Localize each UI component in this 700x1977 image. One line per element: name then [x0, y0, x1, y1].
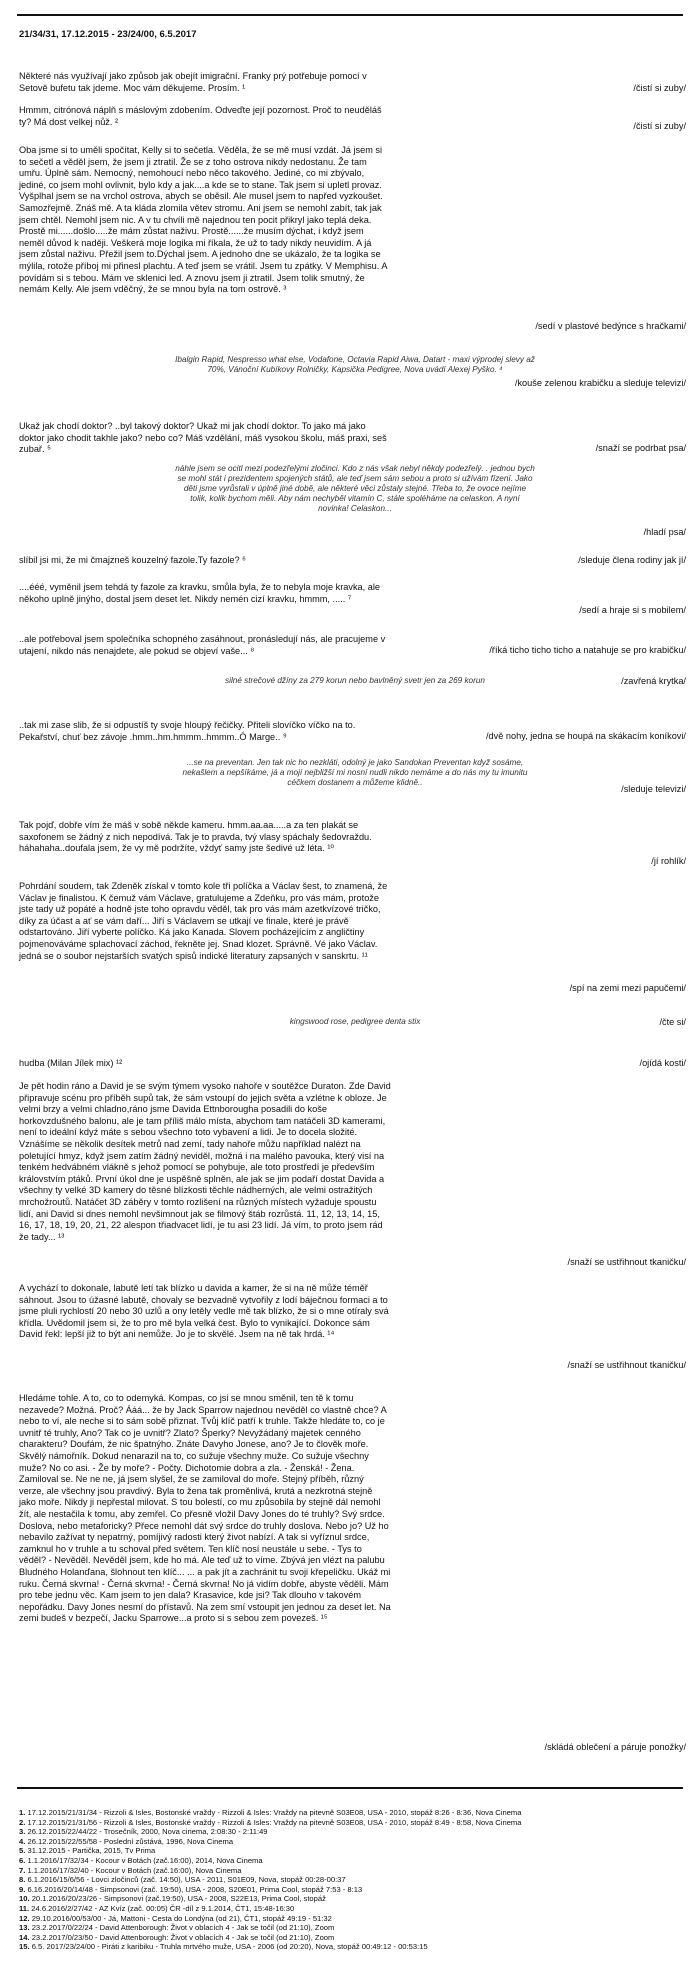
- action-note: /sedí v plastové bedýnce s hračkami/: [535, 321, 686, 331]
- transcript-block: Hmmm, citrónová náplň s máslovým zdobením. Odveďte její pozornost. Proč to neuděláš ty? Má dost velkej nůž. ²: [19, 105, 382, 127]
- ad-text: kingswood rose, pedigree denta stix: [289, 1017, 421, 1026]
- footnote-item: 2. 17.12.2015/21/31/56 - Rizzoli & Isles, Bostonské vraždy - Rizzoli & Isles: Vraždy na pitevně S03E08, USA - 2010, stopáž 8:49 - 8:58, Nova Cinema: [19, 1817, 522, 1827]
- transcript-block: Je pět hodin ráno a David je se svým týmem vysoko nahoře v soutěžce Duraton. Zde David připravuje scénu pro příběh supů tak, že sám vstoupí do jejich světa a vzlétne k obloze. Je velmi brzy a velmi chladno,ráno jsme Davida Ettnborougha posadili do koše horkovzdušného balonu, ale je tam příliš málo místa, abychom tam natáčeli 3D kamerami, není to ideální kdyź máte s sebou všechno toto vybavení a lidi. Je to docela složité. Vznášíme se několik desítek metrů nad zemí, tady nahoře můžu například nalézt na poletující hmyz, když jsem zatím žádný neviděl, možná i na malého pavouka, který visí na tenkém hedvábném vlákně s jehož pomocí se pohybuje, ale toto prostředí je především královstvím ptáků. První úkol dne je uspěšně splněn, ale jak se jim podaří dostat Davida a všechny ty velké 3D kamery do těsné blízkosti těchle nádherných, ale velmi ostražitých mrchožroutů. Natáčet 3D záběry v tomto rozlišení na různých místech vyžaduje spoustu lidí, ani David si dnes nemohl nevšimnout jak se filmový štáb rozrůstá. 11, 12, 13, 14, 15, 16, 17, 18, 19, 20, 21, 22 alespon třiadvacet lidí, je tu asi 23 lidí. Já vím, to proto jsem rád že tady... ¹³: [19, 1081, 391, 1242]
- action-note: /sedí a hraje si s mobilem/: [579, 605, 686, 615]
- action-note: /dvě nohy, jedna se houpá na skákacím koníkovi/: [485, 731, 686, 741]
- bottom-rule: [17, 1787, 683, 1789]
- action-note: /čistí si zuby/: [633, 121, 686, 131]
- transcript-block: Hledáme tohle. A to, co to odemyká. Kompas, co jsi se mnou směnil, ten tě k tomu nezavede? Možná. Proč? Ááá... že by Jack Sparrow najednou nevěděl co vlastně chce? A nebo to ví, ale neche si to sám sobě přiznat. Tvůj klíč patří k truhle. Takže hledáte to, co je uvnitř té truhly, Ano? Tak co je uvnitř? Zlato? Šperky? Nevyžádaný majetek cenného charakteru? Doufám, že nic špatnýho. Znáte Davyho Jonese, ano? Je to člověk moře. Skvělý námořník. Dokud nenarazil na to, co sužuje všechny muže. Co sužuje všechny muže? No co asi. - Že by moře? - Počty. Dichotomie dobra a zla. - Ženská! - Žena. Zamiloval se. Ne ne ne, já jsem slyšel, že se zamiloval do moře. Stejný příběh, různý verze, ale všechny jsou pravdivý. Byla to žena tak proměnlivá, krutá a nezkrotná stejně jako moře. Nikdy ji nepřestal milovat. S tou bolestí, co mu způsobila by stejně dál nemohl žít, ale nestačila k tomu, aby zemřel. Co přesně vložil Davy Jones do té truhly? Svý srdce. Doslova, nebo metaforicky? Přece nemohl dát svý srdce do truhly doslova. Nebo jo? Už ho nebavilo zažívat ty nepatrný, pomíjivý radosti který život nabízí. A tak si vyříznul srdce, zamknul ho v truhle a tu schoval před světem. Ten klíč nosí neustále u sebe. - Tys to věděl? - Nevěděl. Nevěděl jsem, kde ho má. Ale teď už to víme. Zbývá jen vlézt na palubu Bludného Holanďana, šlohnout ten klíč... ... a pak jít a zachránit tu svoji křepeličku. Ukáž mi ruku. Černá skvrna! - Černá skvrna! - Černá skvrna! No já vidím dobře, abyste věděli. Mám pro tebe jednu věc. Kam jsem to jen dala? Krasavice, kde jsi? Tak dlouho v takovém nepořádku. Davy Jones nesmí do přístavů. Na zem smí vstoupit jen jednou za deset let. Na zemi budeš v bezpečí, Jacku Sparrowe...a proto si s sebou zem povezeš. ¹⁵: [19, 1393, 391, 1624]
- action-note: /čistí si zuby/: [633, 83, 686, 93]
- transcript-block: ..ale potřeboval jsem společníka schopného zasáhnout, pronásledují nás, ale pracujeme v utajení, nikdo nás nenajdete, ale pokud se objeví vaše... ⁸: [19, 634, 386, 656]
- footnote-item: 12. 29.10.2016/00/53/00 - Já, Mattoni - Cesta do Londýna (od 21), ČT1, stopáž 49:19 - 51:32: [19, 1913, 332, 1923]
- footnote-item: 13. 23.2.2017/0/22/24 - David Attenborough: Život v oblacích 4 - Jak se točil (od 21:10), Zoom: [19, 1923, 335, 1933]
- footnote-item: 11. 24.6.2016/2/27/42 - AZ Kvíz (zač. 00:05) ČR -díl z 9.1.2014, ČT1, 15:48-16:30: [19, 1903, 295, 1913]
- ad-text: Ibalgin Rapid, Nespresso what else, Vodafone, Octavia Rapid Aiwa, Datart - maxi výprodej slevy až 70%, Vánoční Kubíkovy Rolničky, Kapsička Pedigree, Nova uvádí Alexej Pyško. ⁴: [175, 355, 535, 374]
- footnote-item: 5. 31.12.2015 - Partička, 2015, Tv Prima: [19, 1846, 156, 1856]
- transcript-block: Tak pojď, dobře vím že máš v sobě někde kameru. hmm.aa.aa.....a za ten plakát se saxofonem se žádný z nich nepodívá. Tak je to pravda, tvý vlasy spáchaly šedovraždu. háhahaha..doufala jsem, že vy mě podržíte, vždyť samy jste šedivé už léta. ¹⁰: [19, 820, 372, 854]
- action-note: /spí na zemi mezi papučemi/: [569, 983, 686, 993]
- action-note: /sleduje televizi/: [621, 784, 686, 794]
- footnote-item: 3. 26.12.2015/22/44/22 - Trosečník, 2000, Nova cinema, 2:08:30 - 2:11:49: [19, 1827, 268, 1837]
- footnote-list: [19, 1808, 684, 1952]
- page-header: 21/34/31, 17.12.2015 - 23/24/00, 6.5.2017: [19, 29, 197, 40]
- action-note: /jí rohlík/: [651, 856, 686, 866]
- footnote-item: 8. 6.1.2016/15/6/56 - Lovci zločinců (zač. 14:50), USA - 2011, S01E09, Nova, stopáž 00:28-00:37: [19, 1875, 346, 1885]
- ad-text: silné strečové džíny za 279 korun nebo bavlněný svetr jen za 269 korun: [225, 676, 485, 685]
- action-note: /čte si/: [659, 1017, 686, 1027]
- action-note: /zavřená krytka/: [621, 676, 686, 686]
- action-note: /říká ticho ticho ticho a natahuje se pro krabičku/: [489, 645, 686, 655]
- transcript-block: ....ééé, vyměnil jsem tehdá ty fazole za kravku, smůla byla, že to nebyla moje kravka, ale někoho uplně jinýho, dostal jsem deset let. Nikdy nemén cizí kravku, hmmm, ..... ⁷: [19, 582, 381, 604]
- top-rule: [17, 14, 683, 16]
- transcript-block: slíbil jsi mi, že mi čmajzneš kouzelný fazole.Ty fazole? ⁶: [19, 555, 246, 565]
- action-note: /snaží se ustřihnout tkaničku/: [567, 1257, 686, 1267]
- footnote-item: 9. 6.16.2016/20/14/48 - Simpsonovi (zač. 19:50), USA - 2008, S20E01, Prima Cool, stopáž 7:53 - 8:13: [19, 1884, 363, 1894]
- ad-text: náhle jsem se ocitl mezi podezřelými zločinci. Kdo z nás však nebyl někdy podezřelý. . jednou bych se mohl stát i prezidentem spojených států, ale teď jsem sám sebou a proto si užívám fízení. Jako děti jsme vyrůstali v úplně jiné době, ale některé věci zůstaly stejné. Třeba to, že ovoce nejíme tolik, kolik bychom měli. Aby nám nechyběl vitamín C, stále spoléháme na celaskon. A nyní novinka! Celaskon...: [175, 464, 535, 513]
- action-note: /snaží se podrbat psa/: [595, 443, 686, 453]
- action-note: /snaží se ustřihnout tkaničku/: [567, 1360, 686, 1370]
- footnote-item: 10. 20.1.2016/20/23/26 - Simpsonovi (zač.19:50), USA - 2008, S22E13, Prima Cool, stopáž: [19, 1894, 326, 1904]
- transcript-block: Ukaž jak chodí doktor? ..byl takový doktor? Ukaž mi jak chodí doktor. To jako má jako doktor jako chodit takhle jako? nebo co? Máš vzdělání, máš vysokou školu, máš praxi, seš zubař. ⁵: [19, 421, 387, 455]
- transcript-block: Oba jsme si to uměli spočítat, Kelly si to sečetla. Věděla, že se mě musí vzdát. Já jsem si to sečetl a věděl jsem, že jsem ji ztratil. Že se z toho ostrova nikdy nedostanu. Že tam umřu. Úplně sám. Nemocný, nemohoucí nebo něco takového. Jediné, co mi zbývalo, jediné, co jsem mohl ovlivnit, bylo kdy a jak....a kde se to stane. Tak jsem si upletl provaz. Vyšplhal jsem se na vrchol ostrova, abych se oběsil. Ale musel jsem to napřed vyzkoušet. Samozřejmě. Znáš mě. A ta kláda zlomila větev stromu. Ani jsem se nemohl zabít, tak jak jsem chtěl. Nemohl jsem nic. A v tu chvíli mě najednou ten pocit přikryl jako teplá deka. Prostě mi......došlo.....že mám zůstat naživu. Prostě......že musím dýchat, i když jsem neměl důvod k naději. Veškerá moje logika mi říkala, že už to tady nikdy neuvidím. A já jsem zůstal naživu. Přežil jsem to.Dýchal jsem. A jednoho dne se ukázalo, že ta logika se mýlila, rotože příboj mi přinesl plachtu. A teď jsem se vrátil. Jsem tu zpátky. V Memphisu. A povídám si s tebou. Mám ve sklenici led. A znovu jsem ji ztratil. Jsem tolik smutný, že nemám Kelly. Ale jsem vděčný, že se mnou byla na tom ostrově. ³: [19, 145, 388, 295]
- transcript-block: hudba (Milan Jílek mix) ¹²: [19, 1058, 123, 1068]
- footnote-item: 14. 23.2.2017/0/23/50 - David Attenborough: Život v oblacích 4 - Jak se točil (od 21:10), Zoom: [19, 1932, 335, 1942]
- action-note: /skládá oblečení a páruje ponožky/: [544, 1742, 686, 1752]
- transcript-block: Pohrdání soudem, tak Zdeněk získal v tomto kole tři políčka a Václav šest, to znamená, že Václav je finalistou. K čemuž vám Václave, gratulujeme a Zdeňku, pro vás mám, protože jste tady už popáté a hodně jste toho opravdu věděl, tak pro vás mám azetkvízové tričko, díky za účast a ať se vám daří... Jiří s Václavem se utkají ve finale, které je právě odstartováno. Jiří vyberte políčko. Ká jako Kanada. Slovem pocházejícím z angličtiny pojmenováváme splachovací záchod, řekněte jej. Snad klozet. Správně. Vé jako Václav. jedná se o soubor nejstarších svatých spisů indické literatury zapsaných v sanskrtu. ¹¹: [19, 881, 388, 961]
- action-note: /ojídá kosti/: [639, 1058, 686, 1068]
- ad-text: ...se na preventan. Jen tak nic ho nezkláti, odolný je jako Sandokan Preventan když sosáme, nekašlem a nepšíkáme, já a mojí nejbližší mi nosní nudli nikdo nemáme a do nás my tu imunitu céčkem dostanem a můžeme klidně..: [182, 758, 528, 787]
- footnote-item: 6. 1.1.2016/17/32/34 - Kocour v Botách (zač.16:00), 2014, Nova Cinema: [19, 1855, 263, 1865]
- footnote-item: 7. 1.1.2016/17/32/40 - Kocour v Botách (zač.16:00), Nova Cinema: [19, 1865, 242, 1875]
- action-note: /sleduje člena rodiny jak jí/: [578, 555, 686, 565]
- transcript-block: A vychází to dokonale, labutě letí tak blízko u davida a kamer, že si na ně může téměř sáhnout. Jsou to úžasné labutě, chovaly se bezvadně vytvořily z lodí báječnou formaci a to jsme pluli rychlostí 20 nebo 30 uzlů a ony letěly vedle mě tak blízko, že si o mne otíraly svá křídla. Uvědomil jsem si, že to pro mě byla velká čest. Bylo to vynikající. Dokonce sám David řekl: lepší již to být ani nemůže. Jo je to skvělé. Jsem na ně tak hrdá. ¹⁴: [19, 1283, 389, 1340]
- transcript-block: Některé nás využívají jako způsob jak obejít imigrační. Franky prý potřebuje pomocí v Setově bufetu tak jdeme. Moc vám děkujeme. Prosím. ¹: [19, 71, 367, 93]
- footnote-item: 1. 17.12.2015/21/31/34 - Rizzoli & Isles, Bostonské vraždy - Rizzoli & Isles: Vraždy na pitevně S03E08, USA - 2010, stopáž 8:26 - 8:36, Nova Cinema: [19, 1808, 522, 1817]
- action-note: /kouše zelenou krabičku a sleduje televizi/: [514, 378, 686, 388]
- action-note: /hladí psa/: [643, 527, 686, 537]
- transcript-block: ..tak mi zase slib, že si odpustíš ty svoje hloupý řečičky. Přiteli slovíčko víčko na to. Pekařství, chuť bez závoje .hmm..hm.hmmm..hmmm..Ó Marge.. ⁹: [19, 720, 356, 742]
- footnote-item: 4. 26.12.2015/22/55/58 - Poslední zůstává, 1996, Nova Cinema: [19, 1836, 234, 1846]
- footnote-item: 15. 6.5. 2017/23/24/00 - Piráti z karibiku - Truhla mrtvého muže, USA - 2006 (od 20:20), Nova, stopáž 00:49:12 - 00:53:15: [19, 1942, 428, 1952]
